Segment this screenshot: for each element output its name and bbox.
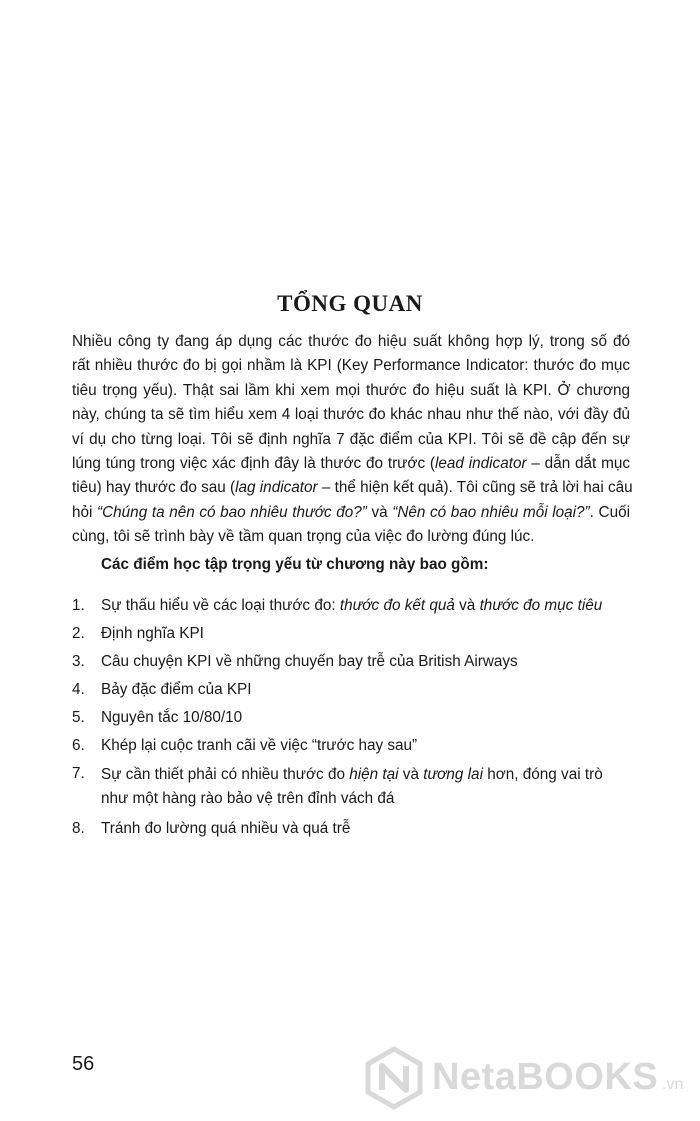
chapter-title: TỔNG QUAN	[277, 291, 423, 316]
intro-line: ví dụ cho từng loại. Tôi sẽ định nghĩa 7 đặc điểm của KPI. Tôi sẽ đề cập đến sự	[72, 430, 630, 448]
list-text: Câu chuyện KPI về những chuyến bay trễ của British Airways	[101, 653, 518, 670]
list-number: 3.	[72, 653, 85, 670]
list-italic: thước đo kết quả	[339, 597, 455, 614]
watermark-logo	[362, 1046, 692, 1110]
page-number: 56	[72, 1053, 95, 1075]
list-item	[72, 623, 632, 645]
intro-line: tiêu trọng yếu). Thật sai lầm khi xem mọi thước đo hiệu suất là KPI. Ở chương	[72, 381, 630, 399]
intro-text: – dẫn dắt mục	[526, 455, 630, 473]
intro-line: rất nhiều thước đo bị gọi nhầm là KPI (Key Performance Indicator: thước đo mục	[72, 357, 630, 375]
list-text: Tránh đo lường quá nhiều và quá trễ	[101, 819, 351, 837]
list-italic: hiện tại	[349, 766, 399, 783]
intro-line	[72, 501, 630, 525]
intro-line: này, chúng ta sẽ tìm hiểu xem 4 loại thước đo khác nhau như thế nào, với đầy đủ	[72, 406, 630, 424]
list-item	[72, 763, 632, 812]
intro-text: . Cuối	[589, 503, 630, 521]
intro-text: tiêu) hay thước đo sau (	[72, 479, 236, 497]
list-text-part: Sự thấu hiểu về các loại thước đo:	[101, 597, 340, 614]
intro-paragraph	[72, 330, 633, 550]
list-number: 1.	[72, 597, 85, 614]
list-number: 4.	[72, 681, 85, 698]
list-text: Bảy đặc điểm của KPI	[101, 681, 252, 698]
intro-text: hỏi	[72, 503, 98, 521]
intro-line	[72, 452, 630, 476]
list-text: Định nghĩa KPI	[101, 625, 204, 642]
list-text-part: và	[398, 766, 424, 783]
intro-text: – thể hiện kết quả). Tôi cũng sẽ trả lời hai câu	[317, 479, 633, 497]
list-item	[72, 595, 632, 617]
list-item	[72, 707, 632, 729]
list-italic: thước đo mục tiêu	[479, 597, 603, 614]
list-item	[72, 818, 632, 840]
watermark-suffix: .vn	[662, 1076, 684, 1093]
intro-italic: lead indicator	[435, 455, 527, 473]
key-points-heading: Các điểm học tập trọng yếu từ chương này bao gồm:	[101, 556, 489, 573]
list-number: 6.	[72, 737, 85, 754]
list-text-part: Sự cần thiết phải có nhiều thước đo	[101, 766, 350, 783]
intro-text: lúng túng trong việc xác định đây là thước đo trước (	[72, 455, 435, 473]
list-text-part: hơn, đóng vai trò	[482, 766, 603, 783]
list-text	[101, 597, 602, 614]
list-italic: tương lai	[423, 766, 483, 783]
intro-line: cùng, tôi sẽ trình bày về tầm quan trọng của việc đo lường đúng lúc.	[72, 528, 535, 546]
intro-text: và	[366, 503, 393, 521]
intro-italic: “Chúng ta nên có bao nhiêu thước đo?”	[97, 503, 367, 521]
key-points-list	[72, 595, 632, 846]
list-text-part: như một hàng rào bảo vệ trên đỉnh vách đá	[101, 790, 395, 808]
list-number: 5.	[72, 709, 85, 726]
list-item	[72, 735, 632, 757]
list-text: Khép lại cuộc tranh cãi về việc “trước hay sau”	[101, 737, 418, 754]
list-number: 8.	[72, 819, 85, 837]
watermark-brand: NetaBOOKS	[432, 1056, 659, 1098]
intro-line: Nhiều công ty đang áp dụng các thước đo hiệu suất không hợp lý, trong số đó	[72, 333, 630, 350]
list-number: 2.	[72, 625, 85, 642]
list-text	[101, 766, 603, 807]
intro-italic: lag indicator	[235, 479, 318, 497]
intro-italic: “Nên có bao nhiêu mỗi loại?”	[392, 503, 590, 521]
netabooks-logo-icon	[362, 1046, 426, 1110]
intro-line	[72, 476, 633, 500]
list-item	[72, 651, 632, 673]
list-item	[72, 679, 632, 701]
list-text: Nguyên tắc 10/80/10	[101, 709, 243, 726]
list-text-part: và	[454, 597, 480, 614]
list-number: 7.	[72, 765, 85, 782]
